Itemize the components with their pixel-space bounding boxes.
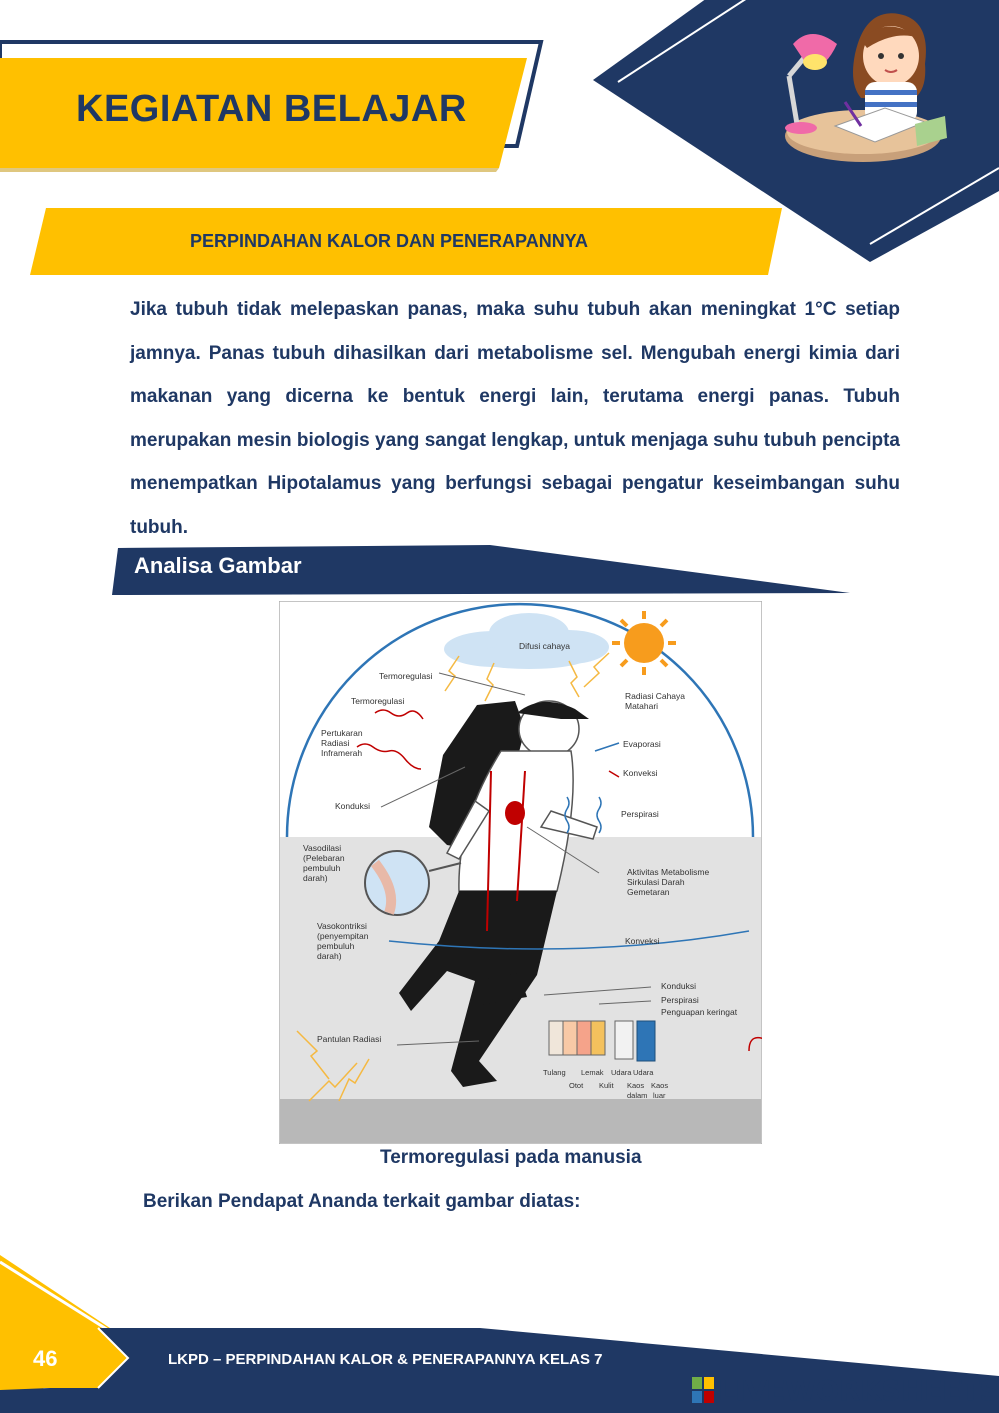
label-konveksi2: Konveksi [625,936,660,946]
question-prompt: Berikan Pendapat Ananda terkait gambar diatas: [143,1191,581,1212]
label-vaso2: (Pelebaran [303,853,345,863]
label-lemak: Lemak [581,1068,604,1077]
label-aktivitas1: Aktivitas Metabolisme [627,867,710,877]
label-vasok1: Vasokontriksi [317,921,367,931]
liveworksheets-logo-icon [692,1377,714,1403]
page-number: 46 [33,1346,58,1371]
label-evaporasi: Evaporasi [623,739,661,749]
thermoregulation-figure [279,601,762,1144]
label-tulang: Tulang [543,1068,566,1077]
label-kaos2: Kaos [651,1081,669,1090]
label-vaso1: Vasodilasi [303,843,342,853]
label-konduksi1: Konduksi [335,801,370,811]
label-termo2: Termoregulasi [351,696,405,706]
label-luar: luar [653,1091,666,1100]
skin-layers-diagram [549,1021,655,1061]
label-vasok4: darah) [317,951,342,961]
label-vaso4: darah) [303,873,328,883]
figure-caption: Termoregulasi pada manusia [380,1147,642,1168]
label-konduksi2: Konduksi [661,981,696,991]
label-perspirasi1: Perspirasi [621,809,659,819]
label-kulit: Kulit [599,1081,614,1090]
label-perspirasi2: Perspirasi [661,995,699,1005]
label-difusi: Difusi cahaya [519,641,571,651]
label-aktivitas3: Gemetaran [627,887,670,897]
footer-text: LKPD – PERPINDAHAN KALOR & PENERAPANNYA KELAS 7 [168,1351,603,1368]
label-vasok2: (penyempitan [317,931,369,941]
label-kaos1: Kaos [627,1081,645,1090]
label-termo1: Termoregulasi [379,671,433,681]
label-udara2: Udara [633,1068,654,1077]
label-konveksi1: Konveksi [623,768,658,778]
section-subtitle: PERPINDAHAN KALOR DAN PENERAPANNYA [190,231,589,251]
label-aktivitas2: Sirkulasi Darah [627,877,685,887]
label-otot: Otot [569,1081,584,1090]
label-udara1: Udara [611,1068,632,1077]
intro-paragraph: Jika tubuh tidak melepaskan panas, maka suhu tubuh akan meningkat 1°C setiap jamnya. Panas tubuh dihasilkan dari metabolisme sel. Mengubah energi kimia dari makanan yang dicerna ke bentuk energi lain, terutama energi panas. Tubuh merupakan mesin biologis yang sangat lengkap, untuk menjaga suhu tubuh pencipta menempatkan Hipotalamus yang berfungsi sebagai pengatur keseimbangan suhu tubuh. [130,299,900,538]
analysis-heading: Analisa Gambar [134,553,302,578]
girl-studying-illustration [775,4,950,164]
label-pantulan: Pantulan Radiasi [317,1034,382,1044]
label-vasok3: pembuluh [317,941,355,951]
label-pertukaran2: Radiasi [321,738,350,748]
label-pertukaran3: Inframerah [321,748,363,758]
label-radiasi2: Matahari [625,701,659,711]
label-penguapan: Penguapan keringat [661,1007,738,1017]
liveworksheets-brand[interactable]: LIVEWORKSHEETS [718,1374,999,1407]
label-pertukaran1: Pertukaran [321,728,363,738]
label-radiasi1: Radiasi Cahaya [625,691,686,701]
page-title: KEGIATAN BELAJAR [76,88,467,130]
label-dalam: dalam [627,1091,648,1100]
label-vaso3: pembuluh [303,863,341,873]
